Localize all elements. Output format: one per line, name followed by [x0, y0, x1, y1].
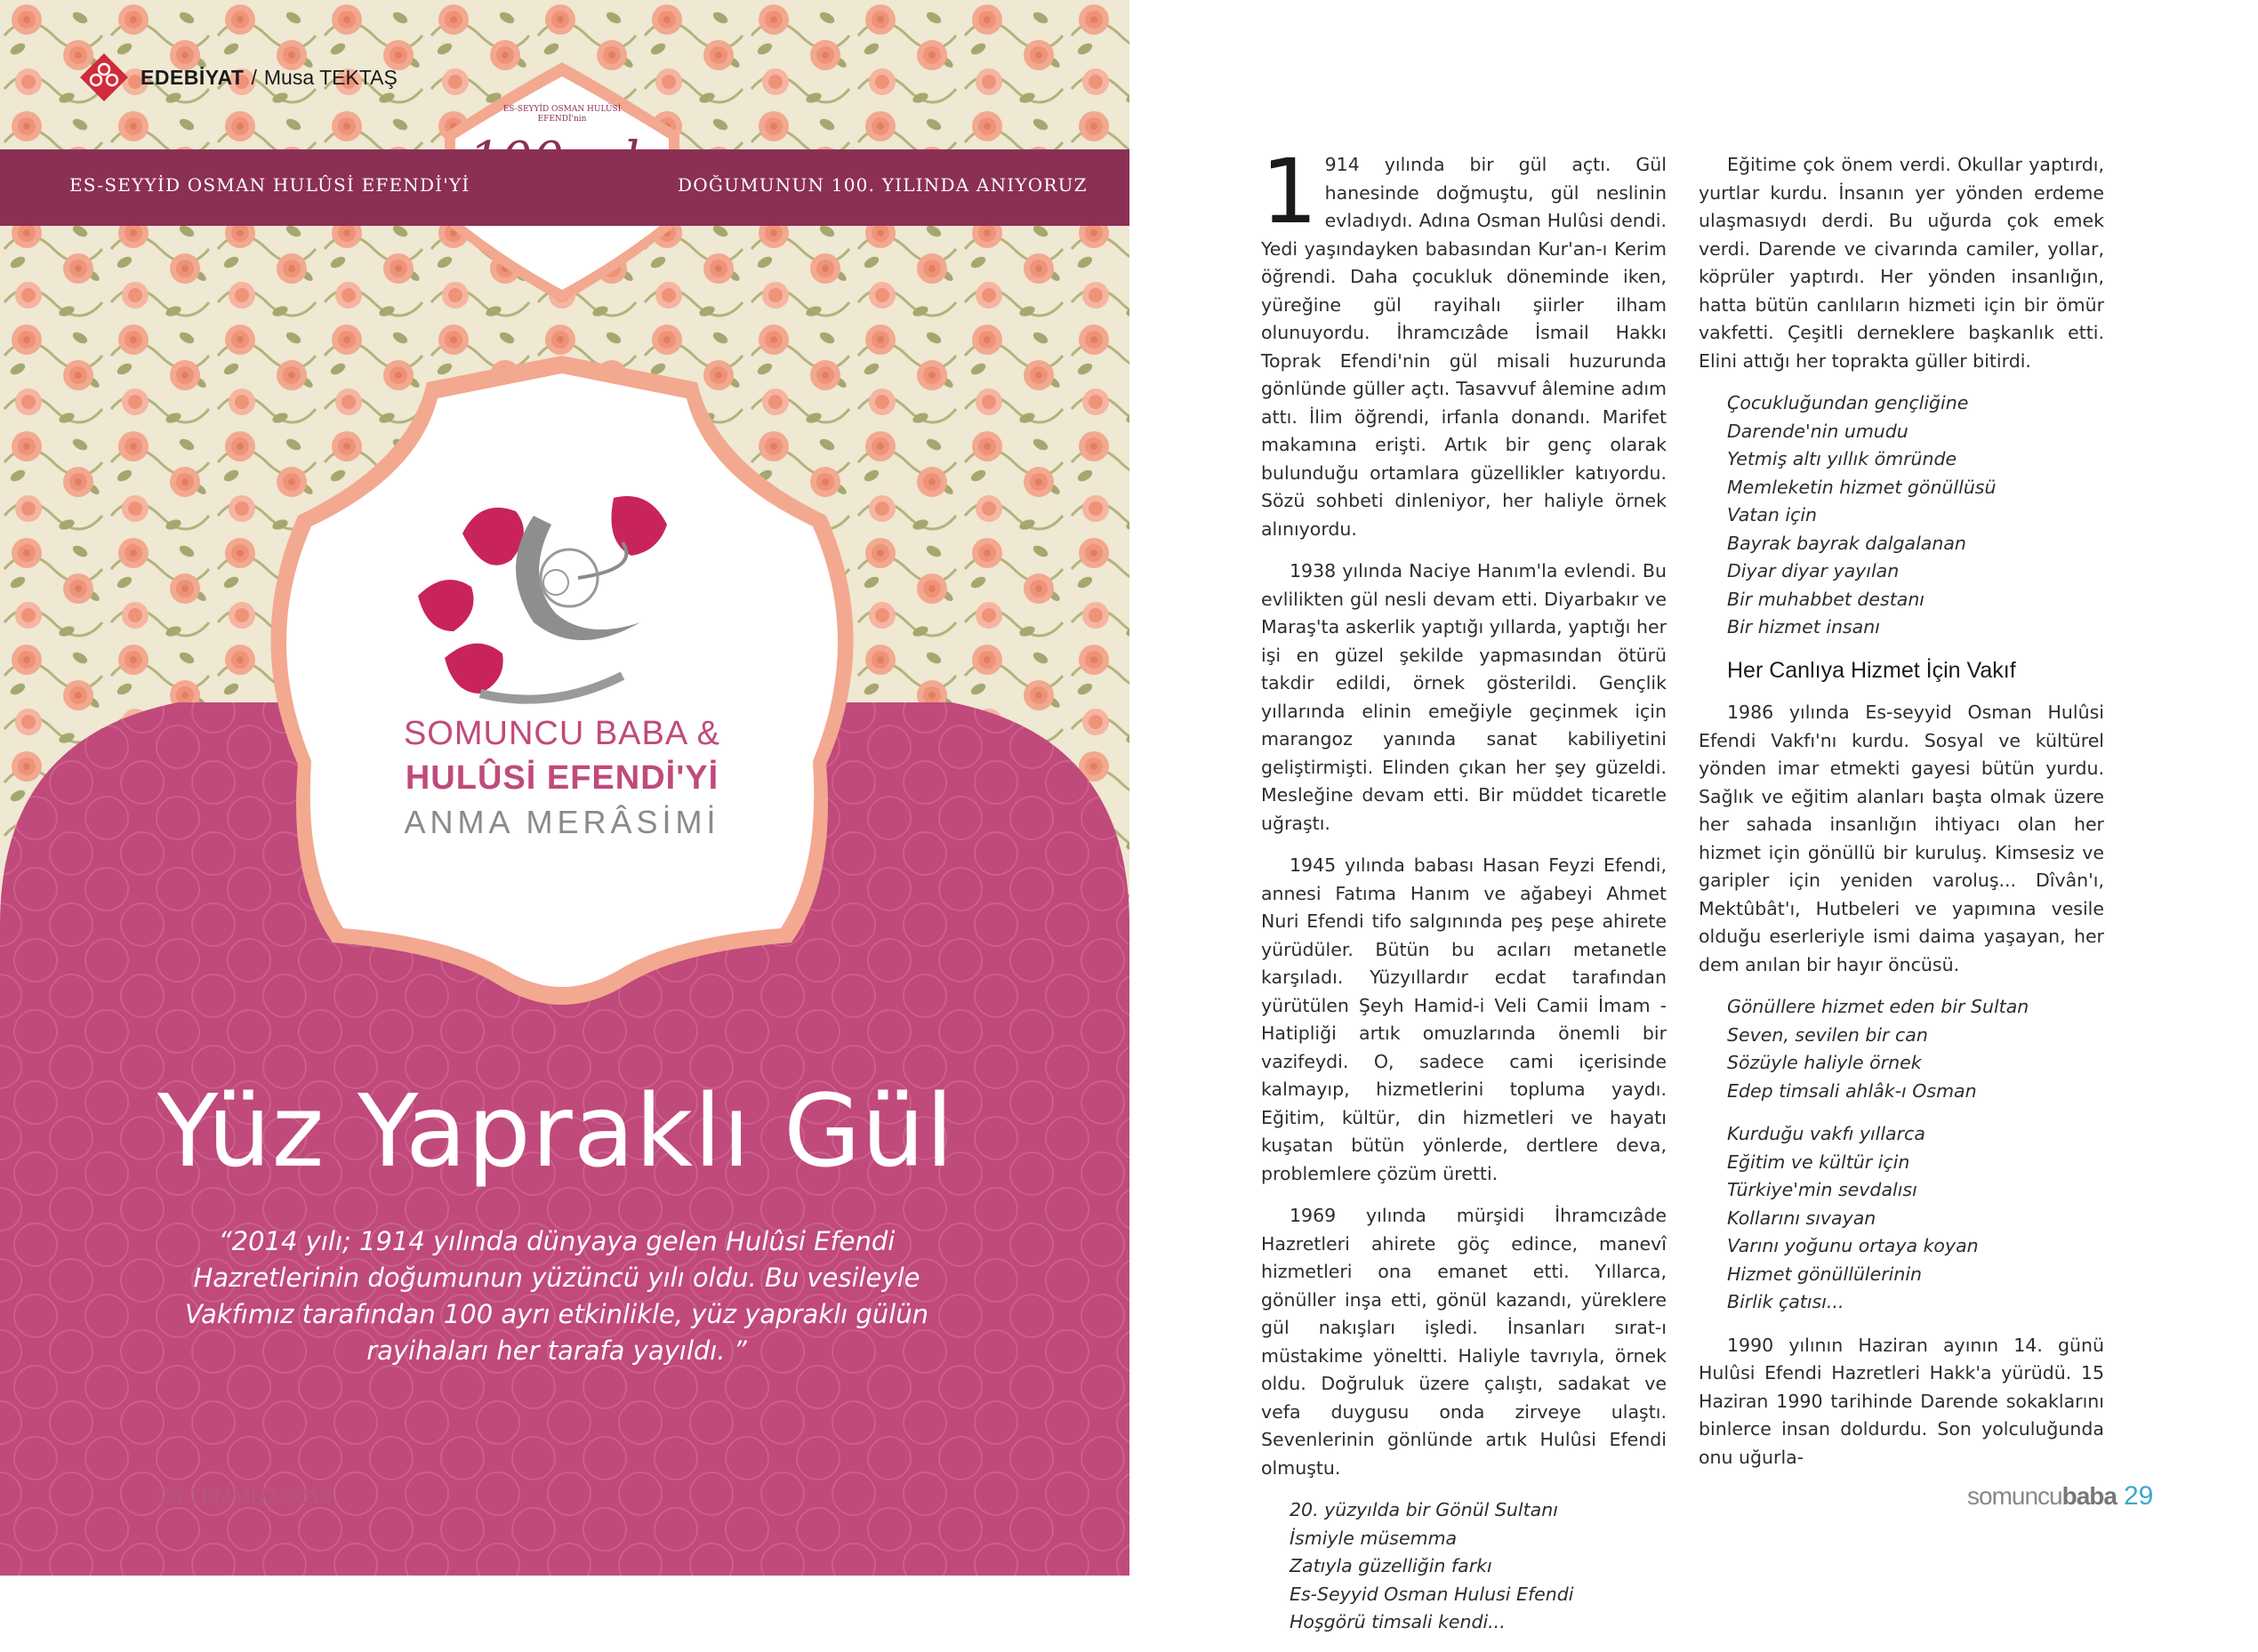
poem-line: Birlik çatısı...: [1727, 1291, 1844, 1312]
paragraph-6: 1986 yılında Es-seyyid Osman Hulûsi Efendi Vakfı'nı kurdu. Sosyal ve kültürel yönden imar etmekti gayesi bütün yurdu. Sağlık ve eğitim alanları başta olmak üzere her sahada insanlığın ihtiyacı olan her hizmet için gönüllü bir kuruluş. Kimsesiz ve garipler için yeniden varoluş... Dîvân'ı, Mektûbât'ı, Hutbeleri ve yapımına vesile olduğu eserleriyle ismi daima yaşayan, her dem anılan bir hayır öncüsü.: [1699, 702, 2104, 975]
anniversary-badge: [455, 76, 669, 290]
badge-main-text: 100.yılı: [468, 132, 656, 189]
poem-line: Bayrak bayrak dalgalanan: [1727, 532, 1966, 554]
diamond-logo-icon: [78, 52, 130, 103]
pull-quote: “2014 yılı; 1914 yılında dünyaya gelen Hulûsi Efendi Hazretlerinin doğumunun yüzüncü yılı oldu. Bu vesileyle Vakfımız tarafından 100 ayrı etkinlikle, yüz yapraklı gülün rayihaları her tarafa yayıldı. ”: [185, 1226, 928, 1366]
text-column-2: [1699, 151, 2104, 1486]
drop-cap: 1: [1261, 140, 1318, 244]
logo-line-3: ANMA MERÂSİMİ: [404, 804, 720, 840]
article-title: Yüz Yapraklı Gül: [157, 1074, 954, 1190]
paragraph-1: 1 914 yılında bir gül açtı. Gül hanesinde doğmuştu, gül neslinin evladıydı. Adına Osman Hulûsi dendi. Yedi yaşındayken babasından Kur'an-ı Kerim öğrendi. Daha çocukluk döneminde iken, yüreğine gül rayihalı şiirler ilham olunuyordu. İhramcızâde İsmail Hakkı Toprak Efendi'nin gül misali huzurunda gönlünde güller açtı. Tasavvuf âlemine adım attı. İlim öğrendi, irfanla donandı. Marifet makamına erişti. Artık bir genç olarak bulunduğu ortamlara güzellikler katıyordu. Sözü sohbeti dinleniyor, her haliyle örnek alınıyordu.: [1261, 140, 1667, 540]
poem-line: Bir muhabbet destanı: [1727, 588, 1925, 610]
poem-line: Edep timsali ahlâk-ı Osman: [1727, 1079, 1977, 1102]
header-separator: /: [251, 65, 257, 89]
left-page: [0, 0, 1129, 1576]
paragraph-4: 1969 yılında mürşidi İhramcızâde Hazretleri ahirete göç edince, manevî hizmetleri ona emanet etti. Yıllarca, gönüller inşa etti, gönül kazandı, yüreklere gül nakışları işledi. İnsanları sırat-ı müstakime yöneltti. Haliyle tavrıyla, örnek oldu. Doğruluk üzere çalıştı, sadakat ve vefa duygusu onda zirveye ulaştı. Sevenlerinin gönlünde artık Hulûsi Efendi olmuştu.: [1261, 1205, 1667, 1479]
section-heading: Her Canlıya Hizmet İçin Vakıf: [1727, 657, 2016, 683]
event-logo: [311, 711, 813, 845]
poem-line: Sözüyle haliyle örnek: [1727, 1052, 1922, 1073]
poem-line: Eğitim ve kültür için: [1727, 1151, 1910, 1173]
author-name: Musa TEKTAŞ: [263, 65, 398, 89]
logo-line-2: HULÛSİ EFENDİ'Yİ: [405, 759, 719, 797]
band-right-text: DOĞUMUNUN 100. YILINDA ANIYORUZ: [678, 174, 1088, 196]
paragraph-5: Eğitime çok önem verdi. Okullar yaptırdı, yurtlar kurdu. İnsanın yer yönden erdeme ulaşmasıydı derdi. Bu uğurda çok emek verdi. Darende ve civarında camiler, yollar, köprüler yaptırdı. Her yönden insanlığın, hatta bütün canlıların hizmeti için bir ömür vakfetti. Çeşitli derneklere başkanlık etti. Elini attığı her toprakta güller bitirdi.: [1699, 154, 2104, 372]
poem-line: Kurduğu vakfı yıllarca: [1727, 1123, 1925, 1144]
poem-line: Vatan için: [1727, 504, 1818, 525]
poem-1: [1290, 1496, 1667, 1637]
poem-line: 20. yüzyılda bir Gönül Sultanı: [1290, 1499, 1558, 1520]
poem-line: Türkiye'min sevdalısı: [1727, 1179, 1917, 1200]
badge-top-text: ES-SEYYİD OSMAN HULÛSİ EFENDİ'nin: [502, 105, 622, 124]
folio-left: 28 TEMMUZ 2014: [158, 1485, 333, 1509]
poem-line: Kollarını sıvayan: [1727, 1207, 1876, 1229]
poem-line: Darende'nin umudu: [1727, 420, 1908, 442]
poem-line: Yetmiş altı yıllık ömründe: [1727, 448, 1957, 469]
poem-2: [1727, 389, 2104, 642]
poem-line: Seven, sevilen bir can: [1727, 1023, 1928, 1046]
poem-line: Gönüllere hizmet eden bir Sultan: [1727, 996, 2029, 1017]
page-number: 29: [2123, 1481, 2154, 1511]
poem-line: Çocukluğundan gençliğine: [1727, 392, 1969, 413]
poem-4: [1727, 1120, 2104, 1317]
logo-line-1: SOMUNCU BABA &: [403, 715, 721, 752]
paragraph-3: 1945 yılında babası Hasan Feyzi Efendi, annesi Fatıma Hanım ve ağabeyi Ahmet Nuri Efendi tifo salgınında peş peşe ahirete yürüdüler. Bütün bu acıları metanetle karşıladı. Yüzyıllardır ecdat tarafından yürütülen Şeyh Hamid-i Veli Camii İmam -Hatipliği artık omuzlarında önemli bir vazifeydi. O, sadece cami içerisinde kalmayıp, hizmetlerini topluma yaydı. Eğitim, kültür, din hizmetleri ve hayatı kuşatan bütün yönlerde, dertlere deva, problemlere çözüm üretti.: [1261, 854, 1667, 1184]
poem-line: Hizmet gönüllülerinin: [1727, 1263, 1923, 1285]
poem-line: Es-Seyyid Osman Hulusi Efendi: [1290, 1583, 1574, 1605]
text-column-1: [1261, 140, 1667, 1652]
band-left-text: ES-SEYYİD OSMAN HULÛSİ EFENDİ'Yİ: [69, 174, 470, 196]
folio-right: [1967, 1481, 2153, 1512]
poem-line: Hoşgörü timsali kendi...: [1290, 1611, 1506, 1632]
poem-line: Diyar diyar yayılan: [1727, 560, 1900, 581]
section-label: EDEBİYAT: [141, 65, 245, 89]
poem-line: İsmiyle müsemma: [1290, 1527, 1458, 1549]
badge-years: 1914 - 2014: [508, 199, 616, 221]
paragraph-7: 1990 yılının Haziran ayının 14. günü Hulûsi Efendi Hazretleri Hakk'a yürüdü. 15 Haziran 1990 tarihinde Darende sokaklarını binlerce insan doldurdu. Son yolculuğunda onu uğurla-: [1699, 1334, 2104, 1468]
poem-line: Zatıyla güzelliğin farkı: [1290, 1555, 1492, 1576]
poem-line: Varını yoğunu ortaya koyan: [1727, 1235, 1979, 1256]
poem-line: Memleketin hizmet gönüllüsü: [1727, 476, 1997, 498]
magazine-brand: somuncubaba: [1967, 1482, 2117, 1510]
poem-3: [1727, 993, 2104, 1105]
poem-line: Bir hizmet insanı: [1727, 616, 1880, 638]
section-header: [0, 56, 398, 99]
paragraph-2: 1938 yılında Naciye Hanım'la evlendi. Bu evlilikten gül nesli devam etti. Diyarbakır ve Maraş'ta askerlik yaptığı yıllarda, yaptığı her işi en güzel şekilde yapmasından ötürü takdir edildi, örnek gösterildi. Gençlik yıllarında elinin emeğiyle geçinmek için marangoz yanında sanat kabiliyetini geliştirmişti. Elinden çıkan her şey güzeldi. Mesleğine devam etti. Bir müddet ticaretle uğraştı.: [1261, 560, 1667, 834]
